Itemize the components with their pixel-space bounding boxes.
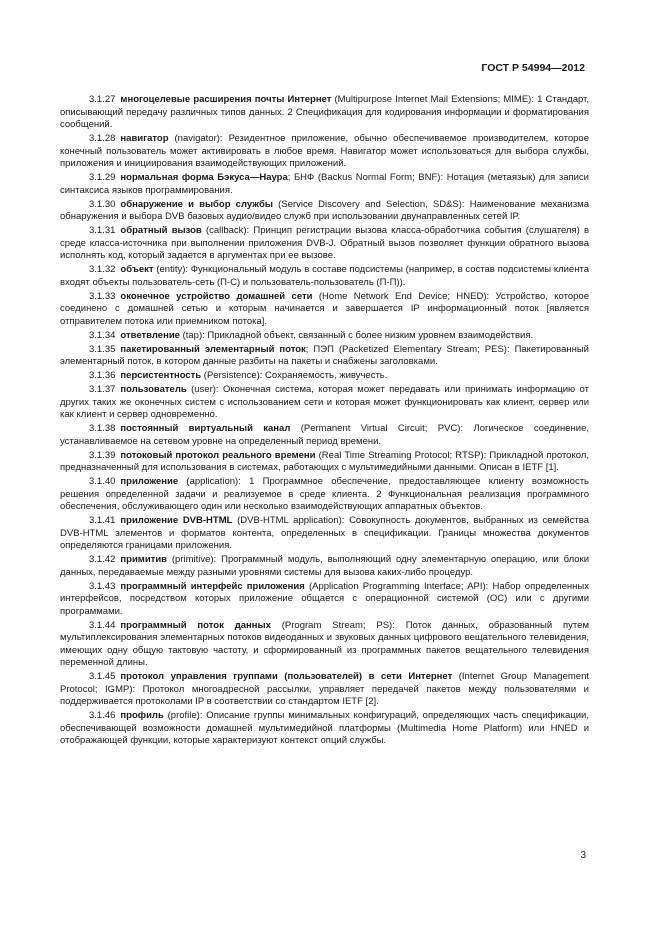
entry-number: 3.1.31 [89, 225, 116, 236]
entry-definition: (user): Оконечная система, которая может передавать или принимать информацию от других таких же оконечных систем с использованием сети и которая может функционировать как клиент, сервер или как клиент и сервер одновременно. [60, 384, 589, 420]
entry-term: обнаружение и выбор службы [120, 198, 273, 210]
entry-definition: ; БНФ (Backus Normal Form; BNF): Нотация (метаязык) для записи синтаксиса языков программирования. [60, 172, 589, 196]
entry-number: 3.1.39 [89, 449, 116, 461]
document-id: ГОСТ Р 54994—2012 [481, 62, 585, 74]
entry-number: 3.1.29 [89, 172, 116, 183]
entry-term: персистентность [120, 370, 202, 381]
entry-term: пакетированный элементарный поток [120, 343, 306, 355]
entry-term: потоковый протокол реального времени [120, 449, 316, 461]
entry-definition: (Real Time Streaming Protocol; RTSP): Прикладной протокол, предназначенный для использования в системах, работающих с мультимедийными данными. Описан в IETF [1]. [60, 449, 589, 473]
definition-entry [60, 94, 589, 132]
entry-definition: (Application Programming Interface; API): Набор определенных интерфейсов, посредством которых приложение общается с операционной системой (ОС) или с другими программами. [60, 580, 589, 617]
entry-definition: (profile): Описание группы минимальных конфигураций, определяющих часть спецификации, обеспечивающей возможности домашней мультимедийной платформы (Multimedia Home Platform) или HNED и отображающей функции, которые характеризуют контекст опций службы. [60, 710, 589, 746]
entry-definition: (Service Discovery and Selection, SD&S): Наименование механизма обнаружения и выбора DVB базовых аудио/видео служб при использовании двунаправленных сетей IP. [60, 198, 589, 222]
entry-number: 3.1.44 [89, 619, 116, 631]
entry-number: 3.1.43 [89, 580, 116, 592]
entry-number: 3.1.37 [89, 384, 116, 395]
definition-entry [60, 370, 589, 383]
entry-definition: (Internet Group Management Protocol; IGMP): Протокол многоадресной рассылки, управляет передачей пакетов между пользователями и поддерживается протоколами IP в соответствии со стандартом IETF [2]. [60, 671, 589, 707]
entry-number: 3.1.32 [89, 264, 116, 275]
definition-entry [60, 264, 589, 289]
entry-number: 3.1.33 [89, 290, 116, 302]
entry-number: 3.1.27 [89, 94, 116, 105]
entry-term: постоянный виртуальный канал [120, 423, 291, 434]
definition-entry [60, 172, 589, 197]
entry-term: пользователь [120, 384, 187, 395]
entry-definition: (callback): Принцип регистрации вызова класса-обработчика события (слушателя) в среде класса-источника при выполнении приложения DVB-J. Обратный вызов позволяет функции обратного вызова исполнять код, который задается в аргументах при ее вызове. [60, 225, 589, 261]
definitions-list [60, 94, 589, 749]
entry-definition: (navigator): Резидентное приложение, обычно обеспечиваемое производителем, которое конечный пользователь может активировать в любое время. Навигатор может использоваться для выбора службы, приложения и инициирования взаимодействующих приложений. [60, 133, 589, 169]
entry-number: 3.1.36 [89, 370, 116, 381]
definition-entry [60, 515, 589, 553]
definition-entry [60, 581, 589, 619]
definition-entry [60, 450, 589, 475]
entry-term: объект [120, 264, 154, 275]
definition-entry [60, 199, 589, 224]
entry-term: многоцелевые расширения почты Интернет [120, 94, 332, 105]
entry-number: 3.1.46 [89, 710, 116, 721]
entry-term: приложение [120, 476, 179, 487]
entry-number: 3.1.38 [89, 423, 116, 434]
entry-definition: (entity): Функциональный модуль в составе подсистемы (например, в состав подсистемы клиента входят объекты пользователь-сеть (П-С) и пользователь-пользователь (П-П)). [60, 264, 589, 288]
entry-definition: (application): 1 Программное обеспечение, предоставляющее клиенту возможность решения определенной задачи и реализуемое в среде клиента. 2 Функциональная реализация программного обеспечения, обслуживающего один или несколько взаимодействующих аппаратных объектов. [60, 476, 589, 512]
entry-definition: (Permanent Virtual Circuit; PVC): Логическое соединение, устанавливаемое на сетевом уровне на определенный период времени. [60, 423, 589, 447]
definition-entry [60, 476, 589, 514]
entry-number: 3.1.35 [89, 343, 116, 355]
entry-term: программный поток данных [120, 619, 271, 631]
entry-definition: (Program Stream; PS): Поток данных, образованный путем мультиплексирования элементарных потоков видеоданных и звуковых данных цифрового вещательного телевидения, имеющих одну общую тактовую частоту, и сформированный из программных пакетов вещательного телевидения переменной длины. [60, 619, 589, 668]
definition-entry [60, 384, 589, 422]
entry-definition: (DVB-HTML application): Совокупность документов, выбранных из семейства DVB-HTML элементов и форматов контента, определенных в спецификации. Границы множества документов определяются границами приложения. [60, 515, 590, 551]
entry-term: приложение DVB-HTML [120, 515, 233, 526]
entry-term: навигатор [120, 133, 169, 144]
entry-term: ответвление [120, 329, 180, 341]
entry-number: 3.1.30 [89, 198, 116, 210]
entry-term: протокол управления группами (пользователей) в сети Интернет [120, 671, 453, 682]
entry-number: 3.1.45 [89, 671, 116, 682]
entry-definition: (primitive): Программный модуль, выполняющий одну элементарную операцию, или блоки данных, передаваемые между разными уровнями системы для вызова каких-либо процедур. [60, 554, 589, 578]
entry-number: 3.1.40 [89, 476, 116, 487]
definition-entry [60, 710, 589, 748]
entry-term: оконечное устройство домашней сети [120, 290, 313, 302]
definition-entry [60, 671, 589, 709]
entry-term: нормальная форма Бэкуса—Наура [120, 172, 288, 183]
entry-definition: (Multipurpose Internet Mail Extensions; MIME): 1 Стандарт, описывающий передачу различных типов данных. 2 Спецификация для кодирования информации и форматирования сообщений. [60, 94, 589, 130]
definition-entry [60, 225, 589, 263]
entry-number: 3.1.34 [89, 329, 116, 341]
entry-term: программный интерфейс приложения [120, 580, 305, 592]
definition-entry [60, 330, 589, 343]
entry-term: примитив [120, 554, 168, 565]
definition-entry [60, 133, 589, 171]
entry-number: 3.1.42 [89, 554, 116, 565]
definition-entry [60, 344, 589, 369]
entry-definition: (Persistence): Сохраняемость, живучесть. [201, 370, 388, 381]
page-number: 3 [580, 850, 586, 861]
entry-term: профиль [120, 710, 164, 721]
definition-entry [60, 554, 589, 579]
entry-definition: (Home Network End Device; HNED): Устройство, которое соединено с домашней сетью и которым начинается и завершается IP информационный поток [является отправителем потока или приемником потока]. [60, 290, 589, 327]
entry-definition: ; ПЭП (Packetized Elementary Stream; PES): Пакетированный элементарный поток, в котором данные разбиты на пакеты и снабжены заголовками. [60, 343, 589, 367]
definition-entry [60, 423, 589, 448]
entry-number: 3.1.28 [89, 133, 116, 144]
definition-entry [60, 291, 589, 329]
definition-entry [60, 620, 589, 670]
entry-definition: (tap): Прикладной объект, связанный с более низким уровнем взаимодействия. [179, 329, 534, 341]
entry-term: обратный вызов [120, 225, 202, 236]
entry-number: 3.1.41 [89, 515, 116, 526]
